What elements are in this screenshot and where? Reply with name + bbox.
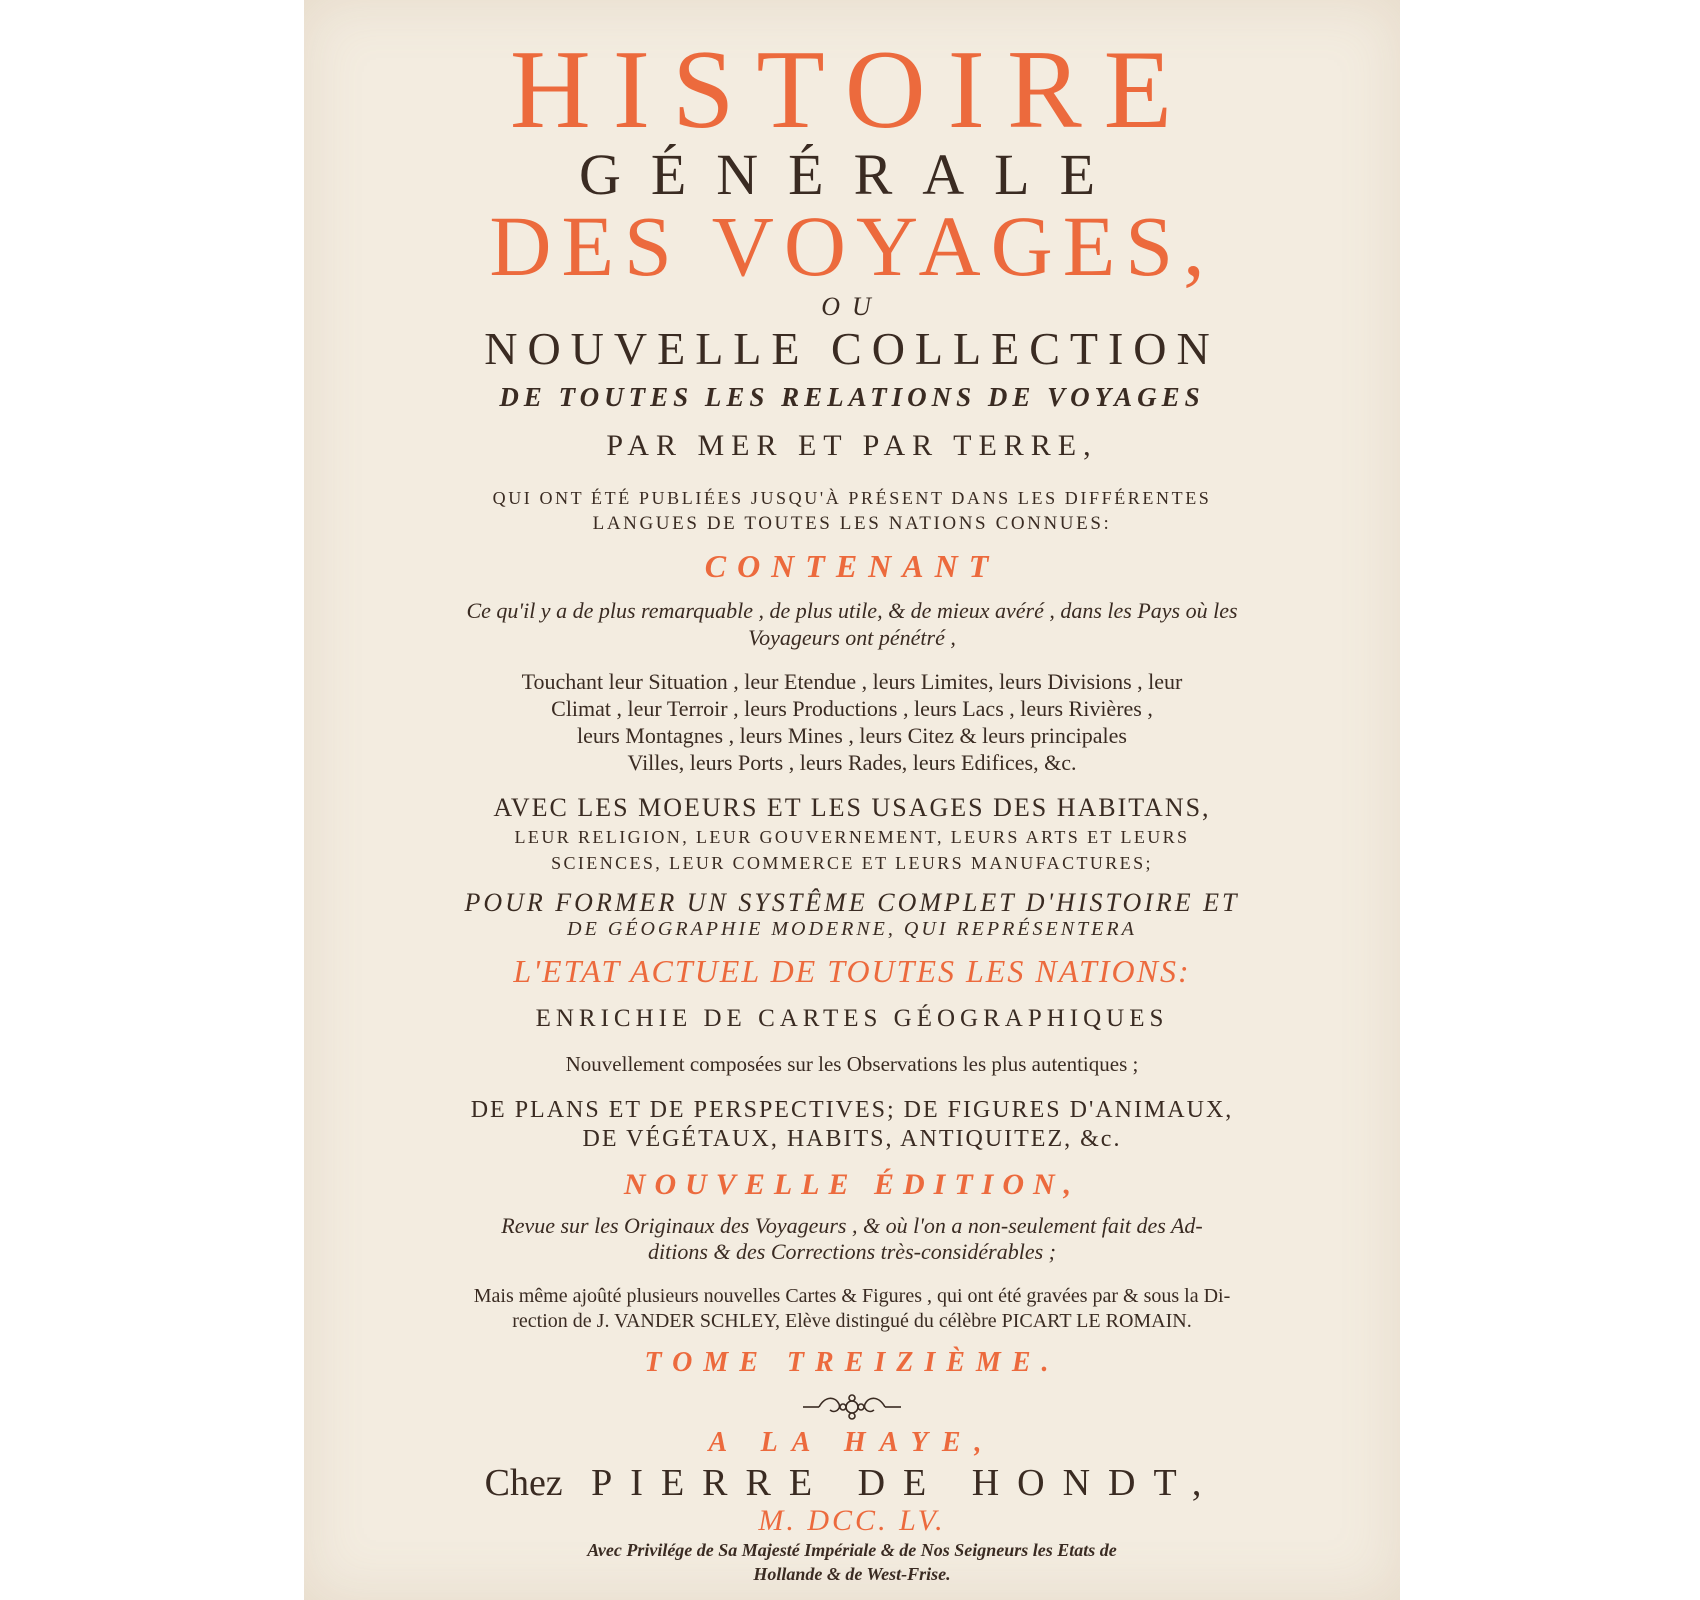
contenant-heading: CONTENANT: [704, 548, 1000, 584]
touchant-line-4: Villes, leurs Ports , leurs Rades, leurs Edifices, &c.: [627, 750, 1077, 775]
nouvellement-line: Nouvellement composées sur les Observations les plus autentiques ;: [565, 1052, 1139, 1076]
nouvelle-edition: NOUVELLE ÉDITION,: [623, 1168, 1081, 1201]
langues-de-toutes: LANGUES DE TOUTES LES NATIONS CONNUES:: [592, 513, 1112, 534]
plans-line-2: DE VÉGÉTAUX, HABITS, ANTIQUITEZ, &c.: [582, 1126, 1122, 1152]
fleuron-ornament-icon: [797, 1392, 907, 1422]
chez-label: Chez: [484, 1462, 563, 1504]
pour-former-line: POUR FORMER UN SYSTÊME COMPLET D'HISTOIRE ET: [464, 888, 1240, 917]
title-des-voyages: DES VOYAGES,: [489, 198, 1215, 294]
sciences-line: SCIENCES, LEUR COMMERCE ET LEURS MANUFACTURES;: [551, 853, 1153, 873]
tome-treizieme: TOME TREIZIÈME.: [644, 1347, 1060, 1378]
revue-line-1: Revue sur les Originaux des Voyageurs , & où l'on a non-seulement fait des Ad-: [501, 1213, 1203, 1238]
de-geographie-line: DE GÉOGRAPHIE MODERNE, QUI REPRÉSENTERA: [567, 918, 1137, 940]
qui-ont-ete-publiees: QUI ONT ÉTÉ PUBLIÉES JUSQU'À PRÉSENT DANS LES DIFFÉRENTES: [492, 488, 1212, 508]
publication-date: M. DCC. LV.: [758, 1504, 946, 1537]
title-page: [304, 0, 1400, 1600]
mais-line-2: rection de J. VANDER SCHLEY, Elève distingué du célèbre PICART LE ROMAIN.: [512, 1310, 1192, 1332]
ou-line: OU: [821, 292, 883, 321]
publisher-name: PIERRE DE HONDT,: [591, 1462, 1220, 1504]
ce-quil-line-2: Voyageurs ont pénétré ,: [748, 625, 956, 650]
avec-les-moeurs: AVEC LES MOEURS ET LES USAGES DES HABITANS,: [493, 793, 1211, 822]
ce-quil-line-1: Ce qu'il y a de plus remarquable , de plus utile, & de mieux avéré , dans les Pays où les: [466, 598, 1238, 623]
touchant-line-1: Touchant leur Situation , leur Etendue , leurs Limites, leurs Divisions , leur: [521, 669, 1183, 694]
par-mer-et-par-terre: PAR MER ET PAR TERRE,: [606, 429, 1098, 462]
enrichie-line: ENRICHIE DE CARTES GÉOGRAPHIQUES: [535, 1005, 1169, 1032]
imprint-line: [304, 1460, 1400, 1506]
a-la-haye: A LA HAYE,: [708, 1427, 996, 1458]
touchant-line-2: Climat , leur Terroir , leurs Productions , leurs Lacs , leurs Rivières ,: [551, 696, 1153, 721]
letat-actuel-line: L'ETAT ACTUEL DE TOUTES LES NATIONS:: [513, 953, 1191, 989]
de-toutes-les-relations: DE TOUTES LES RELATIONS DE VOYAGES: [499, 382, 1205, 412]
plans-line-1: DE PLANS ET DE PERSPECTIVES; DE FIGURES D'ANIMAUX,: [470, 1097, 1234, 1123]
leur-religion-line: LEUR RELIGION, LEUR GOUVERNEMENT, LEURS ARTS ET LEURS: [514, 827, 1190, 847]
touchant-line-3: leurs Montagnes , leurs Mines , leurs Citez & leurs principales: [577, 723, 1127, 748]
nouvelle-collection: NOUVELLE COLLECTION: [484, 323, 1220, 374]
title-histoire: HISTOIRE: [509, 28, 1195, 152]
revue-line-2: ditions & des Corrections très-considérables ;: [648, 1239, 1056, 1264]
mais-line-1: Mais même ajoûté plusieurs nouvelles Cartes & Figures , qui ont été gravées par & sous la Di-: [473, 1285, 1231, 1307]
privilege-line-2: Hollande & de West-Frise.: [753, 1564, 951, 1584]
title-generale: GÉNÉRALE: [578, 142, 1126, 207]
privilege-line-1: Avec Privilége de Sa Majesté Impériale & de Nos Seigneurs les Etats de: [587, 1540, 1117, 1560]
